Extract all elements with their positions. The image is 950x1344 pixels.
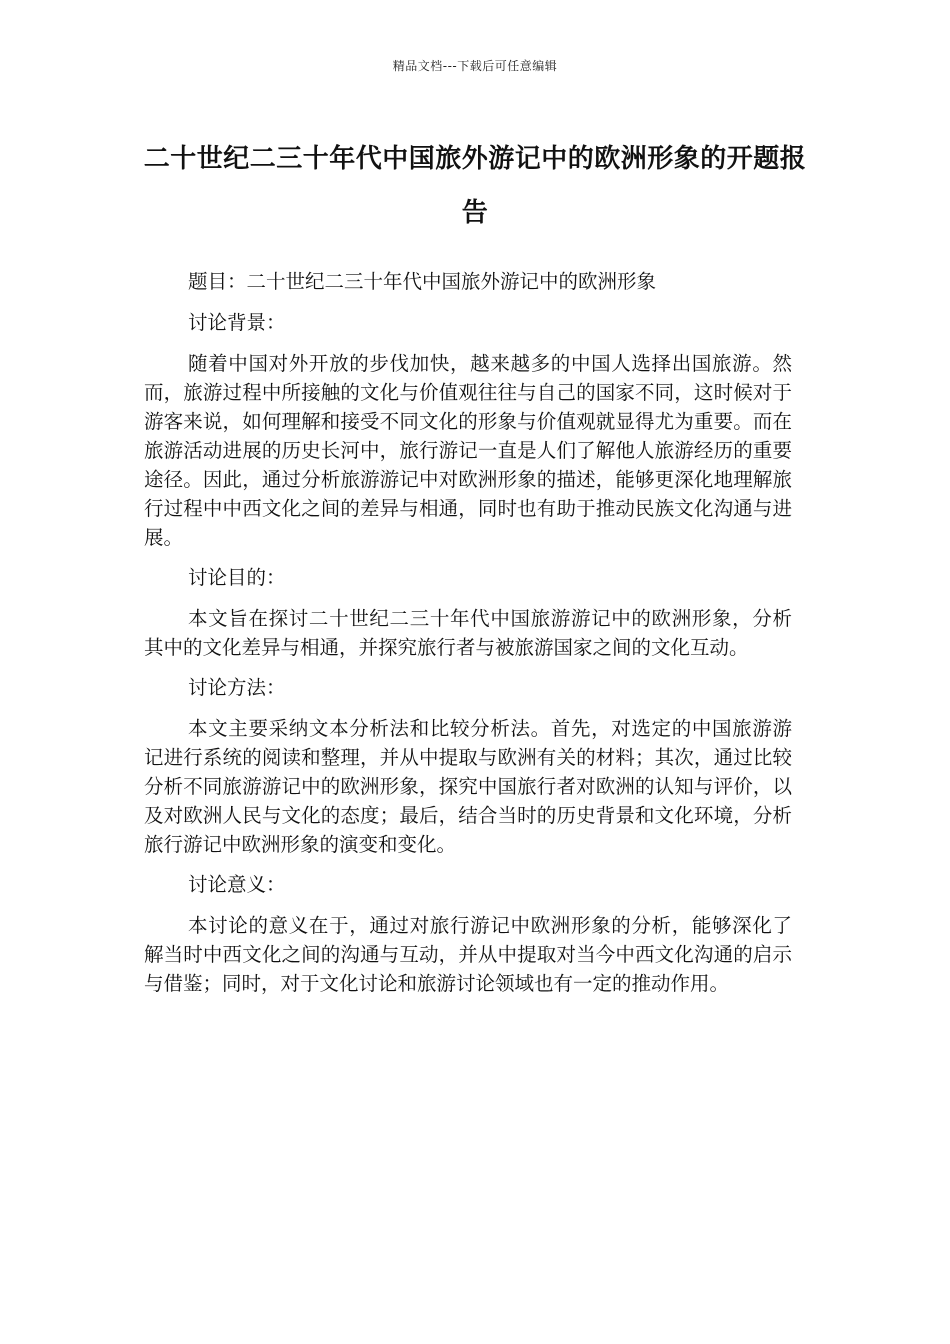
background-paragraph: 随着中国对外开放的步伐加快，越来越多的中国人选择出国旅游。然而，旅游过程中所接触的文化与价值观往往与自己的国家不同，这时候对于游客来说，如何理解和接受不同文化的形象与价值观就显得尤为重要。而在旅游活动进展的历史长河中，旅行游记一直是人们了解他人旅游经历的重要途径。因此，通过分析旅游游记中对欧洲形象的描述，能够更深化地理解旅行过程中中西文化之间的差异与相通，同时也有助于推动民族文化沟通与进展。 <box>144 352 792 549</box>
document-body <box>144 267 792 1009</box>
topic-line: 题目：二十世纪二三十年代中国旅外游记中的欧洲形象 <box>188 270 657 293</box>
purpose-label: 讨论目的： <box>188 566 286 589</box>
purpose-paragraph: 本文旨在探讨二十世纪二三十年代中国旅游游记中的欧洲形象，分析其中的文化差异与相通，并探究旅行者与被旅游国家之间的文化互动。 <box>144 607 792 659</box>
significance-paragraph: 本讨论的意义在于，通过对旅行游记中欧洲形象的分析，能够深化了解当时中西文化之间的沟通与互动，并从中提取对当今中西文化沟通的启示与借鉴；同时，对于文化讨论和旅游讨论领域也有一定的推动作用。 <box>144 914 792 995</box>
method-label: 讨论方法： <box>188 676 286 699</box>
method-paragraph: 本文主要采纳文本分析法和比较分析法。首先，对选定的中国旅游游记进行系统的阅读和整理，并从中提取与欧洲有关的材料；其次，通过比较分析不同旅游游记中的欧洲形象，探究中国旅行者对欧洲的认知与评价，以及对欧洲人民与文化的态度；最后，结合当时的历史背景和文化环境，分析旅行游记中欧洲形象的演变和变化。 <box>144 717 792 856</box>
significance-label: 讨论意义： <box>188 873 286 896</box>
document-title: 二十世纪二三十年代中国旅外游记中的欧洲形象的开题报告 <box>143 144 807 228</box>
header-note: 精品文档---下载后可任意编辑 <box>392 59 558 73</box>
background-label: 讨论背景： <box>188 311 286 334</box>
